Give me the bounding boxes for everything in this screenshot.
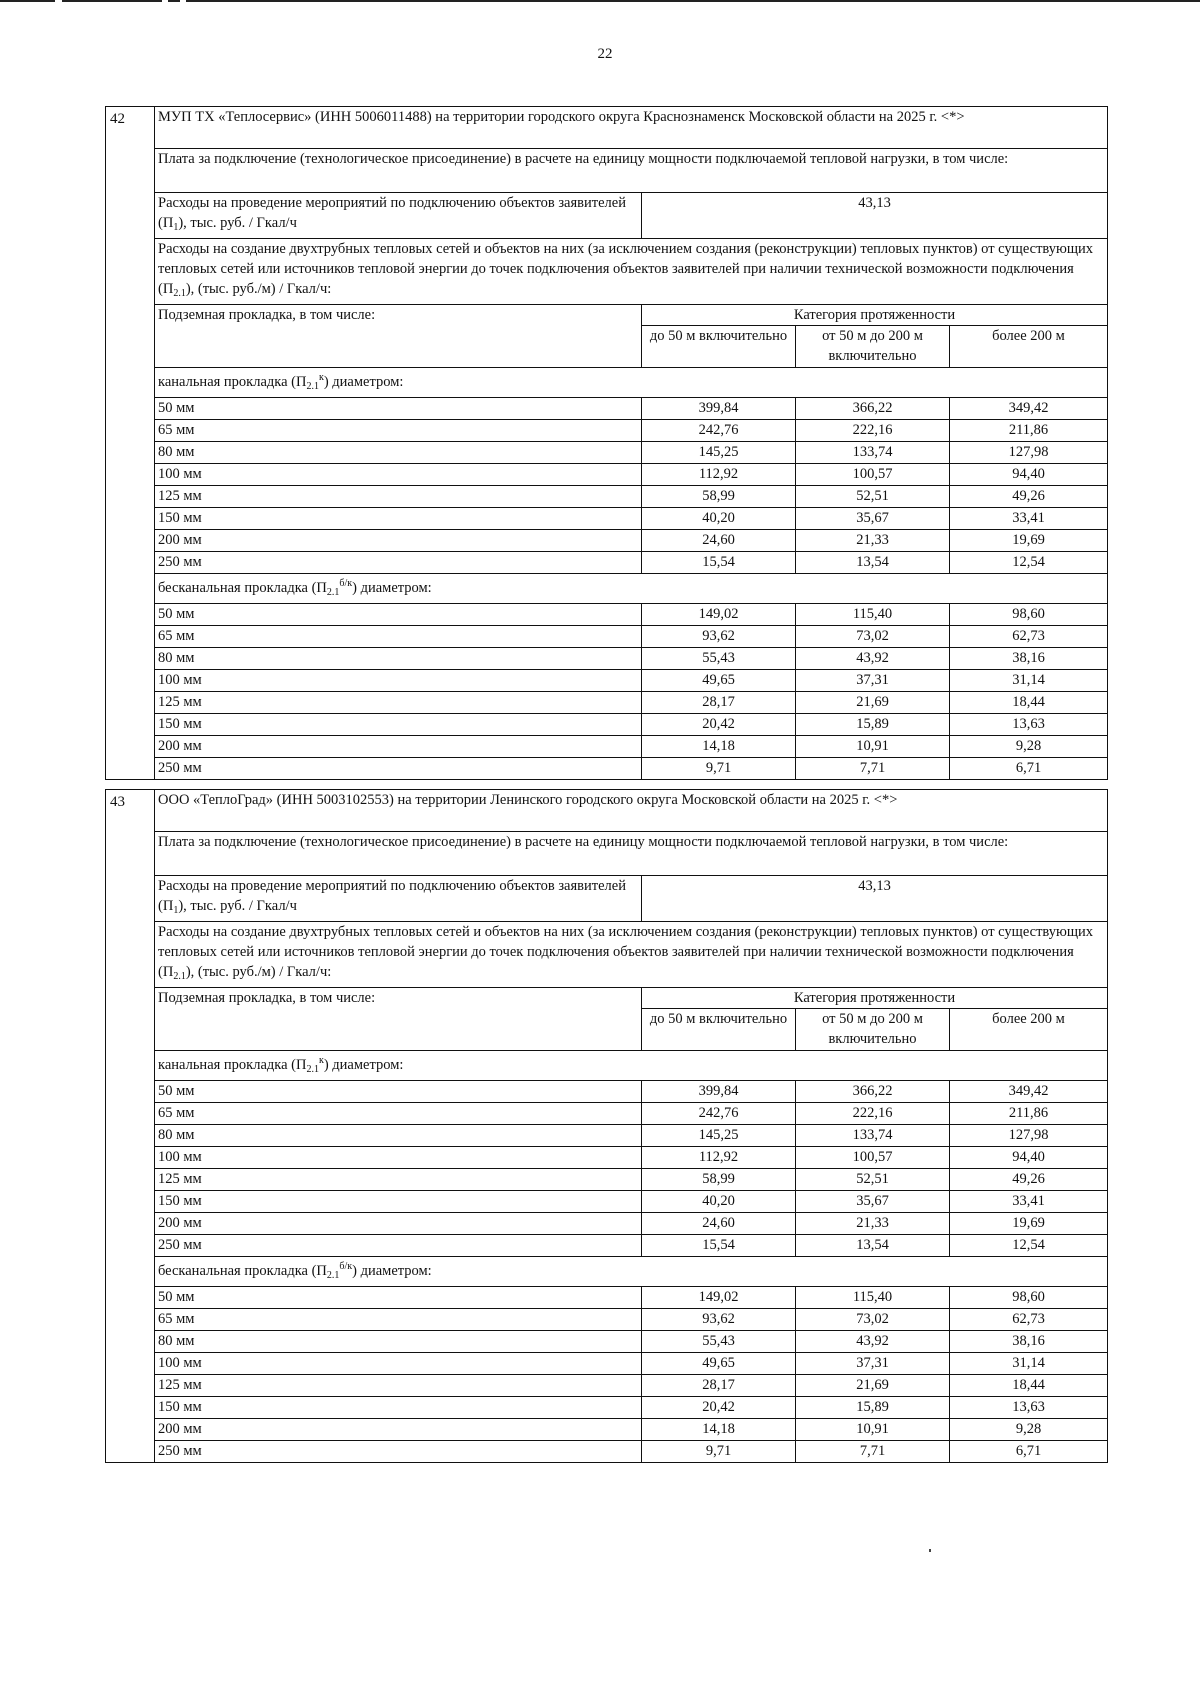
value-cell: 9,28 [950,736,1108,758]
value-cell: 115,40 [796,604,950,626]
value-cell: 6,71 [950,758,1108,780]
table-row [106,670,1108,692]
value-cell: 20,42 [642,714,796,736]
diameter-cell: 100 мм [155,1147,642,1169]
value-cell: 43,92 [796,1331,950,1353]
diameter-cell: 80 мм [155,1125,642,1147]
table-row [106,464,1108,486]
table-row [106,1353,1108,1375]
table-row [106,508,1108,530]
table-row [106,604,1108,626]
entry-title: МУП ТХ «Теплосервис» (ИНН 5006011488) на территории городского округа Краснознаменск Московской области на 2025 г. <*> [155,107,1108,149]
col-header-50-to-200: от 50 м до 200 м включительно [796,1009,950,1051]
value-cell: 18,44 [950,692,1108,714]
diameter-cell: 50 мм [155,604,642,626]
value-cell: 366,22 [796,1081,950,1103]
value-cell: 127,98 [950,1125,1108,1147]
subscript: 2.1 [326,1270,340,1281]
diameter-cell: 200 мм [155,530,642,552]
value-cell: 399,84 [642,1081,796,1103]
value-cell: 222,16 [796,420,950,442]
table-row [106,552,1108,574]
entry-title: ООО «ТеплоГрад» (ИНН 5003102553) на территории Ленинского городского округа Московской области на 2025 г. <*> [155,790,1108,832]
subscript: 2.1 [326,587,340,598]
value-cell: 145,25 [642,442,796,464]
value-cell: 211,86 [950,1103,1108,1125]
value-cell: 15,54 [642,552,796,574]
value-cell: 73,02 [796,626,950,648]
value-cell: 12,54 [950,1235,1108,1257]
value-cell: 19,69 [950,530,1108,552]
value-cell: 33,41 [950,1191,1108,1213]
table-row [106,530,1108,552]
value-cell: 133,74 [796,1125,950,1147]
diameter-cell: 250 мм [155,1235,642,1257]
value-cell: 15,89 [796,714,950,736]
diameter-cell: 200 мм [155,1213,642,1235]
diameter-cell: 65 мм [155,1309,642,1331]
p1-value: 43,13 [642,193,1108,239]
value-cell: 7,71 [796,1441,950,1463]
underground-label: Подземная прокладка, в том числе: [155,988,642,1051]
value-cell: 62,73 [950,626,1108,648]
table-row [106,1169,1108,1191]
diameter-cell: 200 мм [155,736,642,758]
table-row [106,1081,1108,1103]
value-cell: 58,99 [642,486,796,508]
diameter-cell: 100 мм [155,464,642,486]
value-cell: 24,60 [642,530,796,552]
value-cell: 24,60 [642,1213,796,1235]
value-cell: 115,40 [796,1287,950,1309]
diameter-cell: 80 мм [155,648,642,670]
value-cell: 33,41 [950,508,1108,530]
value-cell: 40,20 [642,1191,796,1213]
value-cell: 349,42 [950,1081,1108,1103]
diameter-cell: 150 мм [155,1397,642,1419]
diameter-cell: 250 мм [155,758,642,780]
table-row [106,442,1108,464]
subscript: 1 [173,905,179,916]
table-row [106,1397,1108,1419]
value-cell: 94,40 [950,1147,1108,1169]
value-cell: 38,16 [950,1331,1108,1353]
value-cell: 12,54 [950,552,1108,574]
tariff-table [105,789,1108,1463]
table-row [106,1375,1108,1397]
value-cell: 62,73 [950,1309,1108,1331]
value-cell: 31,14 [950,1353,1108,1375]
value-cell: 242,76 [642,420,796,442]
value-cell: 49,65 [642,1353,796,1375]
col-header-50-to-200: от 50 м до 200 м включительно [796,326,950,368]
superscript: б/к [339,578,353,589]
value-cell: 21,69 [796,692,950,714]
value-cell: 28,17 [642,1375,796,1397]
table-row [106,1331,1108,1353]
value-cell: 19,69 [950,1213,1108,1235]
value-cell: 20,42 [642,1397,796,1419]
subscript: 2.1 [306,381,319,392]
value-cell: 100,57 [796,1147,950,1169]
value-cell: 10,91 [796,736,950,758]
value-cell: 13,54 [796,552,950,574]
p21-label: Расходы на создание двухтрубных тепловых сетей и объектов на них (за исключением создания (реконструкции) тепловых пунктов) от существующих тепловых сетей или источников тепловой энергии до точек подключения объектов заявителей при наличии технической возможности подключения $(П_{2.1})$, (тыс. руб./м) / Гкал/ч: [155,922,1108,988]
entry-number: 42 [106,107,155,780]
channelless-section-label: бесканальная прокладка $(П_{2.1}^{б/к})$ диаметром: [155,574,1108,604]
p1-label: Расходы на проведение мероприятий по подключению объектов заявителей $(П_1)$, тыс. руб. / Гкал/ч [155,876,642,922]
value-cell: 222,16 [796,1103,950,1125]
table-row [106,420,1108,442]
value-cell: 55,43 [642,648,796,670]
value-cell: 112,92 [642,464,796,486]
table-row [106,1125,1108,1147]
subscript: 2.1 [173,971,186,982]
value-cell: 10,91 [796,1419,950,1441]
value-cell: 242,76 [642,1103,796,1125]
value-cell: 9,71 [642,758,796,780]
value-cell: 31,14 [950,670,1108,692]
value-cell: 93,62 [642,1309,796,1331]
value-cell: 9,28 [950,1419,1108,1441]
diameter-cell: 200 мм [155,1419,642,1441]
diameter-cell: 150 мм [155,508,642,530]
p1-label: Расходы на проведение мероприятий по подключению объектов заявителей $(П_1)$, тыс. руб. / Гкал/ч [155,193,642,239]
diameter-cell: 50 мм [155,1287,642,1309]
table-row [106,1287,1108,1309]
value-cell: 40,20 [642,508,796,530]
diameter-cell: 125 мм [155,1375,642,1397]
value-cell: 49,26 [950,486,1108,508]
table-row [106,398,1108,420]
value-cell: 94,40 [950,464,1108,486]
value-cell: 73,02 [796,1309,950,1331]
table-row [106,1147,1108,1169]
table-row [106,626,1108,648]
value-cell: 349,42 [950,398,1108,420]
value-cell: 98,60 [950,604,1108,626]
entry-number: 43 [106,790,155,1463]
diameter-cell: 80 мм [155,442,642,464]
scan-speck [929,1549,931,1552]
superscript: к [318,1055,324,1066]
value-cell: 100,57 [796,464,950,486]
diameter-cell: 65 мм [155,626,642,648]
channel-section-label: канальная прокладка $(П_{2.1}^к)$ диаметром: [155,1051,1108,1081]
value-cell: 28,17 [642,692,796,714]
value-cell: 93,62 [642,626,796,648]
diameter-cell: 125 мм [155,486,642,508]
diameter-cell: 250 мм [155,552,642,574]
diameter-cell: 80 мм [155,1331,642,1353]
value-cell: 98,60 [950,1287,1108,1309]
diameter-cell: 125 мм [155,1169,642,1191]
tariff-table [105,106,1108,780]
underground-label: Подземная прокладка, в том числе: [155,305,642,368]
superscript: к [318,372,324,383]
value-cell: 13,54 [796,1235,950,1257]
channelless-section-label: бесканальная прокладка $(П_{2.1}^{б/к})$ диаметром: [155,1257,1108,1287]
value-cell: 149,02 [642,1287,796,1309]
value-cell: 14,18 [642,1419,796,1441]
diameter-cell: 125 мм [155,692,642,714]
value-cell: 49,26 [950,1169,1108,1191]
value-cell: 55,43 [642,1331,796,1353]
subscript: 1 [173,222,179,233]
subscript: 2.1 [173,288,186,299]
value-cell: 6,71 [950,1441,1108,1463]
table-row [106,1213,1108,1235]
scan-top-border [0,0,1200,2]
table-row [106,692,1108,714]
table-row [106,736,1108,758]
category-header: Категория протяженности [642,305,1108,326]
subscript: 2.1 [306,1064,319,1075]
value-cell: 9,71 [642,1441,796,1463]
diameter-cell: 100 мм [155,670,642,692]
table-row [106,1309,1108,1331]
value-cell: 133,74 [796,442,950,464]
diameter-cell: 150 мм [155,1191,642,1213]
value-cell: 52,51 [796,486,950,508]
diameter-cell: 50 мм [155,1081,642,1103]
tariff-entry-42 [105,106,1107,780]
fee-intro: Плата за подключение (технологическое присоединение) в расчете на единицу мощности подключаемой тепловой нагрузки, в том числе: [155,832,1108,876]
value-cell: 14,18 [642,736,796,758]
channel-section-label: канальная прокладка $(П_{2.1}^к)$ диаметром: [155,368,1108,398]
value-cell: 399,84 [642,398,796,420]
value-cell: 149,02 [642,604,796,626]
value-cell: 21,69 [796,1375,950,1397]
value-cell: 38,16 [950,648,1108,670]
value-cell: 7,71 [796,758,950,780]
value-cell: 21,33 [796,1213,950,1235]
p1-value: 43,13 [642,876,1108,922]
value-cell: 366,22 [796,398,950,420]
value-cell: 37,31 [796,1353,950,1375]
value-cell: 112,92 [642,1147,796,1169]
value-cell: 49,65 [642,670,796,692]
table-row [106,758,1108,780]
diameter-cell: 250 мм [155,1441,642,1463]
value-cell: 35,67 [796,508,950,530]
col-header-up-to-50: до 50 м включительно [642,1009,796,1051]
table-row [106,1441,1108,1463]
diameter-cell: 65 мм [155,420,642,442]
table-row [106,714,1108,736]
value-cell: 211,86 [950,420,1108,442]
diameter-cell: 50 мм [155,398,642,420]
value-cell: 43,92 [796,648,950,670]
p21-label: Расходы на создание двухтрубных тепловых сетей и объектов на них (за исключением создания (реконструкции) тепловых пунктов) от существующих тепловых сетей или источников тепловой энергии до точек подключения объектов заявителей при наличии технической возможности подключения $(П_{2.1})$, (тыс. руб./м) / Гкал/ч: [155,239,1108,305]
col-header-over-200: более 200 м [950,1009,1108,1051]
value-cell: 37,31 [796,670,950,692]
superscript: б/к [339,1261,353,1272]
diameter-cell: 100 мм [155,1353,642,1375]
table-row [106,1235,1108,1257]
value-cell: 52,51 [796,1169,950,1191]
table-row [106,648,1108,670]
diameter-cell: 150 мм [155,714,642,736]
table-row [106,1191,1108,1213]
col-header-over-200: более 200 м [950,326,1108,368]
table-row [106,1419,1108,1441]
value-cell: 18,44 [950,1375,1108,1397]
col-header-up-to-50: до 50 м включительно [642,326,796,368]
value-cell: 58,99 [642,1169,796,1191]
diameter-cell: 65 мм [155,1103,642,1125]
page-number: 22 [597,46,613,62]
value-cell: 127,98 [950,442,1108,464]
value-cell: 35,67 [796,1191,950,1213]
fee-intro: Плата за подключение (технологическое присоединение) в расчете на единицу мощности подключаемой тепловой нагрузки, в том числе: [155,149,1108,193]
value-cell: 15,89 [796,1397,950,1419]
value-cell: 13,63 [950,1397,1108,1419]
value-cell: 145,25 [642,1125,796,1147]
category-header: Категория протяженности [642,988,1108,1009]
value-cell: 21,33 [796,530,950,552]
table-row [106,1103,1108,1125]
tariff-entry-43 [105,789,1107,1463]
value-cell: 15,54 [642,1235,796,1257]
value-cell: 13,63 [950,714,1108,736]
table-row [106,486,1108,508]
